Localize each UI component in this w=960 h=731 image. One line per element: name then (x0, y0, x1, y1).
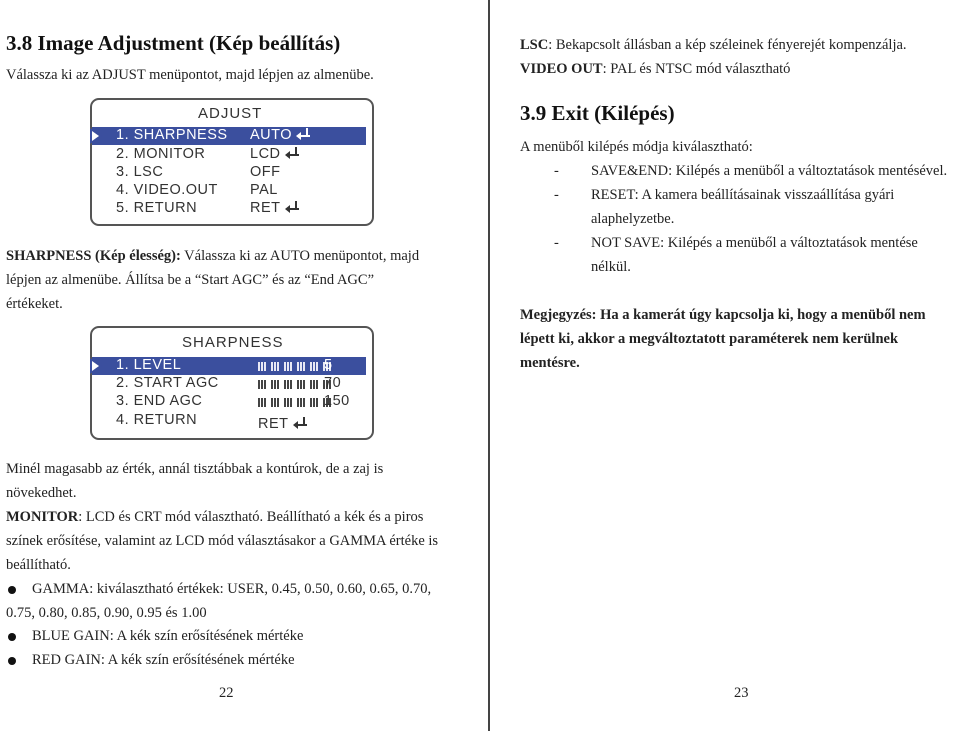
adjust-menu-item-lsc[interactable]: 3. LSC OFF (116, 164, 281, 180)
blue-gain-bullet-text: BLUE GAIN: A kék szín erősítésének mértéke (32, 628, 304, 644)
adjust-menu-item-return[interactable]: 5. RETURN RET (92, 200, 366, 218)
sharpness-menu-item-level[interactable]: 1. LEVEL 5 (92, 357, 366, 375)
level-bar (258, 362, 331, 371)
section-heading-image-adjustment: 3.8 Image Adjustment (Kép beállítás) (6, 31, 341, 55)
page-divider (488, 0, 490, 731)
adjust-menu-item-video-out[interactable]: 4. VIDEO.OUT PAL (116, 182, 278, 198)
sharpness-description: SHARPNESS (Kép élesség): Válassza ki az AUTO menüpontot, majd lépjen az almenübe. Állítsa be a “Start AGC” és az “End AGC” értékeket. (6, 248, 420, 312)
adjust-osd-menu (90, 98, 374, 226)
sharpness-menu-item-return[interactable]: 4. RETURN RET (92, 412, 366, 430)
adjust-intro-text: Válassza ki az ADJUST menüpontot, majd lépjen az almenübe. (6, 67, 374, 83)
sharpness-osd-menu (90, 326, 374, 440)
dash-marker: - (554, 163, 559, 179)
sharpness-menu-item-start-agc[interactable]: 2. START AGC 70 (116, 375, 342, 391)
enter-icon (285, 147, 299, 159)
adjust-menu-title: ADJUST (198, 105, 263, 122)
monitor-description: Minél magasabb az érték, annál tisztábbak a kontúrok, de a zaj is növekedhet. MONITOR: LCD és CRT mód választható. Beállítható a kék és a piros színek erősítése, valamint az LCD mód választásakor a GAMMA értéke is beállítható. (6, 461, 439, 573)
page-number-right: 23 (734, 685, 749, 701)
lsc-description: LSC: Bekapcsolt állásban a kép széleinek fényerejét kompenzálja. (520, 37, 907, 53)
dash-marker: - (554, 235, 559, 251)
start-agc-bar (258, 380, 331, 389)
gamma-bullet-continued: 0.75, 0.80, 0.85, 0.90, 0.95 és 1.00 (6, 605, 207, 621)
gamma-bullet-text: GAMMA: kiválasztható értékek: USER, 0.45, 0.50, 0.60, 0.65, 0.70, (32, 581, 432, 597)
exit-intro-text: A menüből kilépés módja kiválasztható: (520, 139, 753, 155)
enter-icon (296, 128, 310, 140)
sharpness-menu-title: SHARPNESS (182, 334, 284, 351)
red-gain-bullet-text: RED GAIN: A kék szín erősítésének mértéke (32, 652, 295, 668)
option-not-save: NOT SAVE: Kilépés a menüből a változtatások mentése (591, 235, 918, 251)
enter-icon (285, 201, 299, 213)
right-page (491, 0, 960, 731)
enter-icon (293, 417, 307, 429)
end-agc-bar (258, 398, 331, 407)
adjust-menu-item-monitor[interactable]: 2. MONITOR LCD (92, 146, 366, 164)
option-not-save-continued: nélkül. (591, 259, 631, 275)
option-save-end: SAVE&END: Kilépés a menüből a változtatások mentésével. (591, 163, 948, 179)
option-reset-continued: alaphelyzetbe. (591, 211, 675, 227)
selection-pointer-icon (90, 358, 102, 374)
option-reset: RESET: A kamera beállításainak visszaállítása gyári (591, 187, 895, 203)
adjust-menu-item-sharpness[interactable]: 1. SHARPNESS AUTO (92, 127, 366, 145)
note-line-2: lépett ki, akkor a megváltoztatott paraméterek nem kerülnek (520, 331, 899, 347)
page-number-left: 22 (219, 685, 234, 701)
video-out-description: VIDEO OUT: PAL és NTSC mód választható (520, 61, 791, 77)
selection-pointer-icon (90, 128, 102, 144)
bullet-icon (8, 586, 16, 594)
section-heading-exit: 3.9 Exit (Kilépés) (520, 101, 675, 125)
dash-marker: - (554, 187, 559, 203)
bullet-icon (8, 633, 16, 641)
bullet-icon (8, 657, 16, 665)
note-line-3: mentésre. (520, 355, 580, 371)
sharpness-menu-item-end-agc[interactable]: 3. END AGC 150 (116, 393, 350, 409)
note-line-1: Megjegyzés: Ha a kamerát úgy kapcsolja ki, hogy a menüből nem (520, 307, 926, 323)
